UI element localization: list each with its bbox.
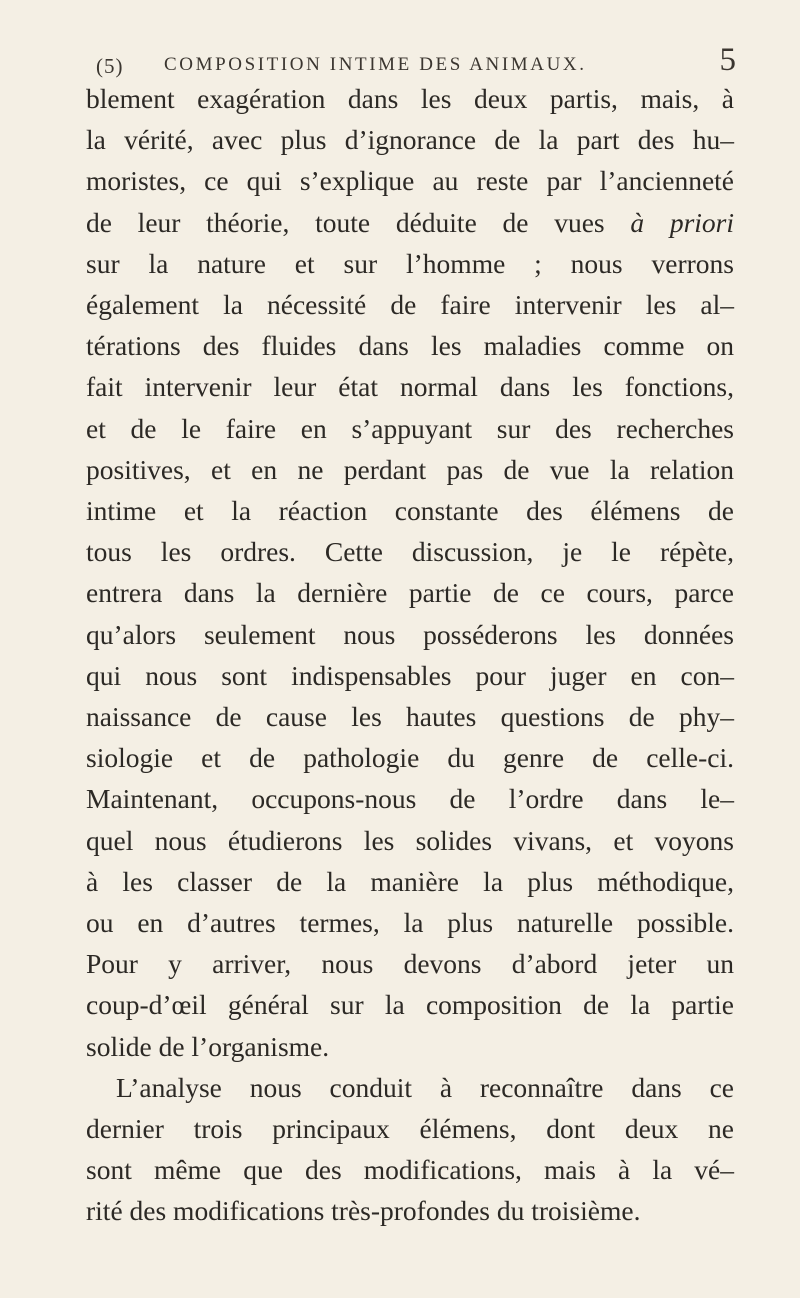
body-text [86, 78, 734, 1232]
text-line: naissance de cause les hautes questions de phy– [86, 701, 734, 733]
page-number: 5 [719, 42, 736, 78]
text-line: tous les ordres. Cette discussion, je le répète, [86, 536, 734, 568]
text-line: à les classer de la manière la plus méthodique, [86, 865, 734, 897]
section-number: (5) [96, 54, 124, 78]
text-line: sur la nature et sur l’homme ; nous verrons [86, 247, 734, 279]
text-line: fait intervenir leur état normal dans les fonctions, [86, 371, 734, 403]
text-line: sont même que des modifications, mais à la vé– [86, 1154, 734, 1186]
text-line: ou en d’autres termes, la plus naturelle possible. [86, 907, 734, 939]
text-line: blement exagération dans les deux partis, mais, à [86, 83, 734, 114]
text-line: L’analyse nous conduit à reconnaître dans ce [116, 1071, 734, 1103]
text-line: la vérité, avec plus d’ignorance de la part des hu– [86, 124, 734, 156]
text-line: également la nécessité de faire intervenir les al– [86, 289, 734, 321]
text-line: Maintenant, occupons-nous de l’ordre dans le– [86, 783, 734, 815]
text-line: qui nous sont indispensables pour juger en con– [86, 659, 734, 691]
text-line: Pour y arriver, nous devons d’abord jeter un [86, 948, 734, 980]
text-line: qu’alors seulement nous posséderons les données [86, 618, 734, 650]
text-line: dernier trois principaux élémens, dont deux ne [86, 1113, 734, 1145]
text-line: et de le faire en s’appuyant sur des recherches [86, 412, 734, 444]
text-line: siologie et de pathologie du genre de celle-ci. [86, 742, 734, 774]
text-line: coup-d’œil général sur la composition de la partie [86, 989, 734, 1021]
text-line: quel nous étudierons les solides vivans, et voyons [86, 824, 734, 856]
text-segment: de leur théorie, toute déduite de vues [86, 206, 605, 238]
text-line: intime et la réaction constante des élémens de [86, 495, 734, 527]
italic-phrase: à priori [630, 206, 735, 238]
text-line: entrera dans la dernière partie de ce cours, parce [86, 577, 734, 609]
text-line: térations des fluides dans les maladies comme on [86, 330, 734, 362]
text-line: rité des modifications très-profondes du troisième. [86, 1195, 641, 1227]
text-line: moristes, ce qui s’explique au reste par l’ancienneté [86, 165, 734, 197]
text-line: positives, et en ne perdant pas de vue la relation [86, 453, 734, 485]
text-line [86, 202, 734, 243]
running-title: COMPOSITION INTIME DES ANIMAUX. [164, 54, 587, 75]
text-line: solide de l’organisme. [86, 1030, 330, 1062]
